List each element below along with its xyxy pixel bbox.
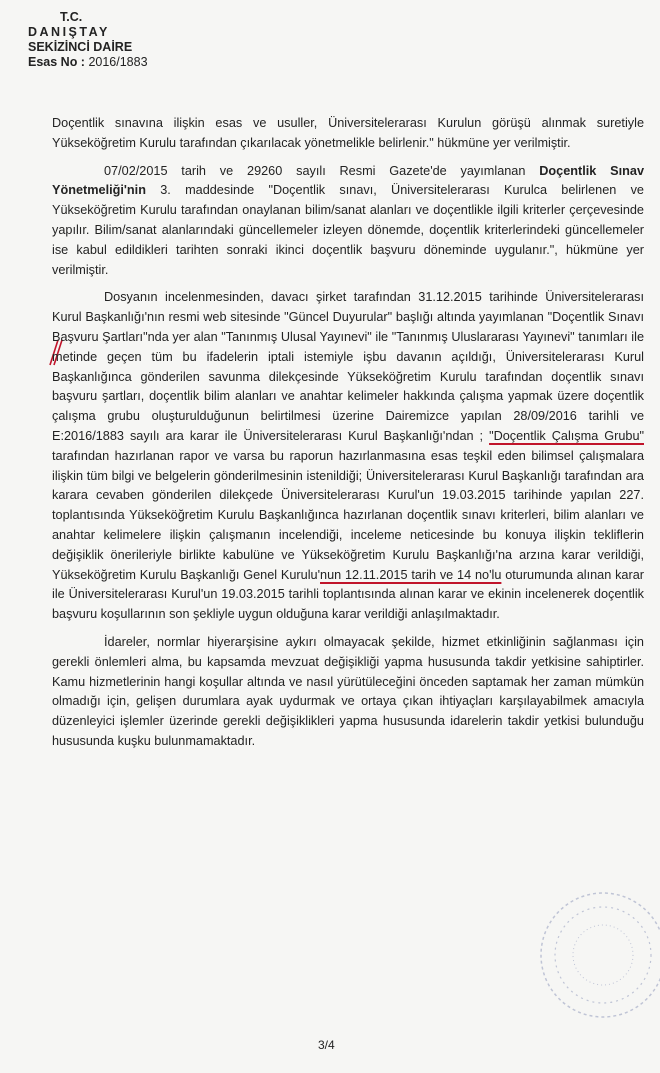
document-header — [28, 10, 148, 70]
paragraph-2-end: 3. maddesinde "Doçentlik sınavı, Üniversitelerarası Kurulca belirlenen ve Yükseköğretim Kurulu tarafından onaylanan bilim/sanat alanları ve doçentlikle ilgili kriterler çerçevesinde yapılır. Bilim/sanat alanlarındaki güncellemeler izleyen dönemde, doçentlik kriterlerindeki güncellemeler ise kabul edildikleri tarihten sonraki ikinci doçentlik başvuru döneminde uygulanır.", hükmüne yer verilmiştir. — [52, 183, 644, 277]
official-seal-stamp — [528, 880, 660, 1030]
esas-number: 2016/1883 — [88, 55, 148, 69]
header-tc: T.C. — [60, 10, 83, 24]
paragraph-1: Doçentlik sınavına ilişkin esas ve usuller, Üniversitelerarası Kurulun görüşü alınmak suretiyle Yükseköğretim Kurulu tarafından çıkarılacak yönetmelikle belirlenir." hükmüne yer verilmiştir. — [52, 116, 644, 150]
paragraph-3-middle: tarafından hazırlanan rapor ve varsa bu raporun hazırlanmasına esas teşkil eden bilimsel çalışmalara ilişkin tüm bilgi ve belgelerin gönderilmesinin istenildiği; Üniversitelerarası Kurul Başkanlığı tarafından ara karara cevaben gönderilen dilekçede Üniversitelerarası Kurul'un 19.03.2015 tarihinde yapılan 227. toplantısında Yükseköğretim Kurulu Başkanlığınca hazırlanan doçentlik sınavı kriterleri, bilim alanları ve anahtar kelimelere ilişkin çalışmanın incelendiği, inceleme neticesinde bu konuya ilişkin tekliflerin değişiklik önerileriyle birlikte kabulüne ve Yükseköğretim Kurulu Başkanlığı'na arzına karar verildiği, Yükseköğretim Kurulu Başkanlığı Genel Kurulu' — [52, 448, 644, 582]
underlined-calisma-grubu: "Doçentlik Çalışma Grubu" — [489, 428, 644, 443]
paragraph-2-start: 07/02/2015 tarih ve 29260 sayılı Resmi Gazete'de yayımlanan — [104, 163, 540, 178]
underlined-date: nun 12.11.2015 tarih ve 14 no'lu — [320, 567, 502, 582]
regulation-name: Doçentlik Sınav Yönetmeliği'nin — [52, 163, 645, 198]
header-esas — [28, 55, 148, 70]
paragraph-3-end: oturumunda alınan karar ile Üniversitelerarası Kurul'un 19.03.2015 tarihli toplantısında alınan karar ve ekinin incelenerek doçentlik başvuru koşullarının son şekliyle uygun olduğuna karar verildiği anlaşılmaktadır. — [52, 567, 644, 622]
paragraph-3 — [52, 288, 644, 625]
page-number: 3/4 — [318, 1038, 335, 1052]
paragraph-4: İdareler, normlar hiyerarşisine aykırı olmayacak şekilde, hizmet etkinliğinin sağlanması için gerekli önlemleri alma, bu kapsamda mevzuat değişikliği yapma hususunda takdir yetkisine sahiptirler. Kamu hizmetlerinin hangi koşullar altında ve nasıl yürütüleceğini önceden saptamak her zaman mümkün olmadığı için, gelişen durumlara ayak uydurmak ve ortaya çıkan ihtiyaçları karşılayabilmek amacıyla düzenleyici işlemler üzerinde gerekli değişiklikleri yapma hususunda idarelerin takdir yetkisi bulunduğu hususunda kuşku bulunmamaktadır. — [52, 634, 644, 748]
esas-label: Esas No : — [28, 55, 85, 69]
header-danistay: DANIŞTAY — [28, 25, 110, 39]
paragraph-3-start: Dosyanın incelenmesinden, davacı şirket tarafından 31.12.2015 tarihinde Üniversitelerarası Kurul Başkanlığı'nın resmi web sitesinde "Güncel Duyurular" başlığı altında yayımlanan "Doçentlik Sınavı Başvuru Şartları"nda yer alan "Tanınmış Ulusal Yayınevi" ile "Tanınmış Uluslararası Yayınevi" tanımları ile metinde geçen tüm bu ifadelerin iptali istemiyle işbu davanın açıldığı, Üniversitelerarası Kurul Başkanlığınca gönderilen savunma dilekçesinde Yükseköğretim Kurulu tarafından doçentlik sınavı başvuru şartları, doçentlik bilim alanları ve anahtar kelimeler hakkında çalışma yapmak üzere doçentlik çalışma grubu oluşturulduğunun belirtilmesi üzerine Dairemizce yapılan 28/09/2016 tarihli ve E:2016/1883 sayılı ara karar ile Üniversitelerarası Kurul Başkanlığı'ndan ; — [52, 290, 644, 443]
paragraph-2 — [52, 162, 644, 281]
document-body — [52, 114, 644, 752]
header-daire: SEKİZİNCİ DAİRE — [28, 40, 133, 54]
